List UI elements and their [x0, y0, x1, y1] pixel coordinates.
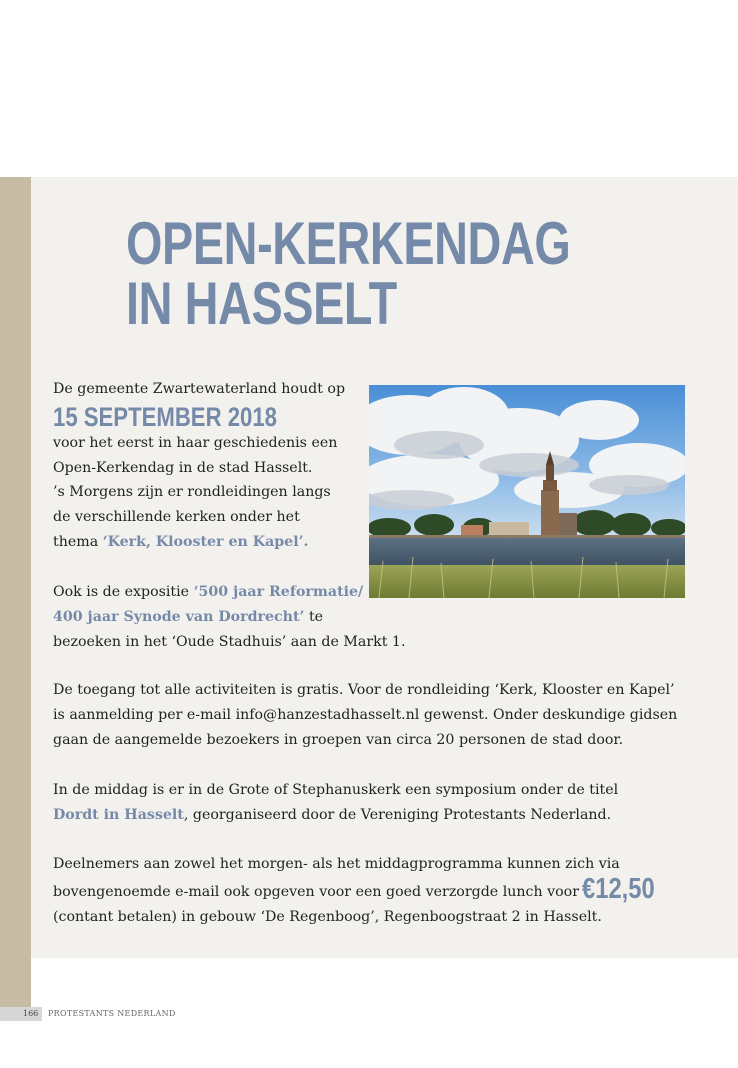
side-accent-bar	[0, 177, 31, 1007]
event-date: 15 SEPTEMBER 2018	[53, 401, 277, 432]
title-line-2: IN HASSELT	[126, 270, 397, 337]
access-line: De toegang tot alle activiteiten is gratis. Voor de rondleiding ‘Kerk, Klooster en Kapel’	[53, 682, 675, 698]
intro-line: De gemeente Zwartewaterland houdt op	[53, 381, 346, 397]
access-line: gaan de aangemelde bezoekers in groepen van circa 20 personen de stad door.	[53, 731, 624, 748]
symposium-title: Dordt in Hasselt	[53, 806, 184, 823]
afternoon-line: In de middag is er in de Grote of Stephanuskerk een symposium onder de titel	[53, 782, 619, 798]
lunch-text: bovengenoemde e-mail ook opgeven voor een goed verzorgde lunch voor	[53, 883, 579, 900]
intro-line: de verschillende kerken onder het	[53, 509, 300, 526]
expo-line	[53, 580, 405, 605]
lunch-line: (contant betalen) in gebouw ‘De Regenboog’, Regenboogstraat 2 in Hasselt.	[53, 908, 602, 925]
lunch-price: €12,50	[582, 872, 655, 905]
article-title	[126, 210, 571, 337]
intro-text: thema	[53, 533, 103, 550]
lunch-paragraph	[53, 852, 671, 929]
intro-line: voor het eerst in haar geschiedenis een	[53, 434, 338, 451]
afternoon-paragraph	[53, 778, 618, 828]
intro-line: Open-Kerkendag in de stad Hasselt.	[53, 459, 313, 476]
intro-line	[53, 530, 345, 555]
exhibition-title: ‘500 jaar Reformatie/	[193, 584, 364, 600]
expo-line: bezoeken in het ‘Oude Stadhuis’ aan de Markt 1.	[53, 633, 406, 650]
expo-text: Ook is de expositie	[53, 584, 194, 600]
expo-text: te	[304, 608, 324, 625]
exhibition-paragraph	[53, 580, 405, 654]
access-paragraph	[53, 678, 677, 752]
title-line-1: OPEN-KERKENDAG	[126, 210, 571, 277]
hasselt-church-photo	[369, 385, 685, 598]
page-number: 166	[23, 1009, 39, 1018]
lunch-line	[53, 872, 671, 905]
exhibition-title-cont: 400 jaar Synode van Dordrecht’	[53, 608, 305, 625]
publication-name: PROTESTANTS NEDERLAND	[48, 1009, 176, 1018]
afternoon-line	[53, 803, 618, 828]
expo-line	[53, 605, 405, 630]
access-line: is aanmelding per e-mail info@hanzestadhasselt.nl gewenst. Onder deskundige gidsen	[53, 706, 678, 723]
lunch-line: Deelnemers aan zowel het morgen- als het middagprogramma kunnen zich via	[53, 856, 620, 872]
intro-paragraph	[53, 377, 345, 555]
afternoon-text: , georganiseerd door de Vereniging Protestants Nederland.	[183, 806, 612, 823]
intro-line: ’s Morgens zijn er rondleidingen langs	[53, 484, 331, 501]
tour-theme: ‘Kerk, Klooster en Kapel’.	[102, 533, 309, 550]
